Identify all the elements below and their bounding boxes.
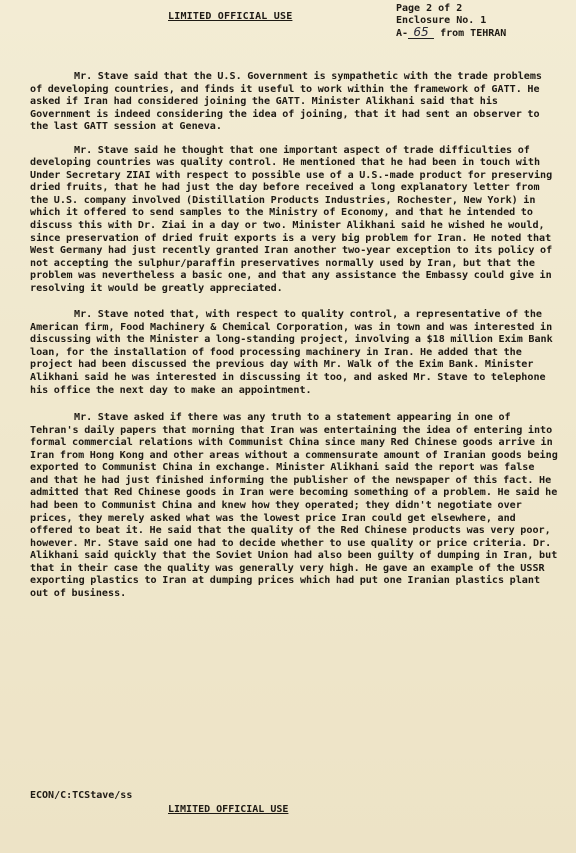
memo-body: [30, 71, 558, 614]
paragraph-gatt: Mr. Stave said that the U.S. Government is sympathetic with the trade problems of developing countries, and finds it useful to work within the framework of GATT. He asked if Iran had considered joining the GATT. Minister Alikhani said that his Government is indeed considering the idea of joining, that it had sent an observer to the last GATT session at Geneva.: [30, 71, 543, 133]
classification-header: LIMITED OFFICIAL USE: [168, 11, 293, 22]
page-info-block: [396, 3, 506, 40]
paragraph-communist-china: Mr. Stave asked if there was any truth to a statement appearing in one of Tehran's daily papers that morning that Iran was entertaining the idea of entering into formal commercial relations with Communist China since many Red Chinese goods arrive in Iran from Hong Kong and other areas without a commensurate amount of Iranian goods being exported to Communist China in exchange. Minister Alikhani said the report was false and that he had just finished informing the publisher of the newspaper of this fact. He admitted that Red Chinese goods in Iran were becoming something of a problem. He said he had been to Communist China and knew how they operated; they didn't negotiate over prices, they merely asked what was the lowest price Iran could get elsewhere, and offered to beat it. He said that the quality of the Red Chinese products was very poor, however. Mr. Stave said one had to decide whether to use quality or price criteria. Dr. Alikhani said quickly that the Soviet Union had also been guilty of dumping in Iran, but that in their case the quality was generally very high. He gave an example of the USSR exporting plastics to Iran at dumping prices which had put one Iranian plastics plant out of business.: [30, 412, 558, 599]
airgram-suffix: from TEHRAN: [440, 28, 507, 39]
paragraph-food-machinery: Mr. Stave noted that, with respect to quality control, a representative of the American firm, Food Machinery & Chemical Corporation, was in town and was interested in discussing with the Minister a long-standing project, involving a $18 million Exim Bank loan, for the installation of food processing machinery in Iran. He added that the project had been discussed the previous day with Mr. Walk of the Exim Bank. Minister Alikhani said he was interested in discussing it too, and asked Mr. Stave to telephone his office the next day to make an appointment.: [30, 309, 553, 396]
airgram-prefix: A-: [396, 28, 409, 39]
airgram-number: 65: [408, 27, 434, 39]
classification-footer: LIMITED OFFICIAL USE: [168, 804, 289, 815]
paragraph-quality-control: Mr. Stave said he thought that one important aspect of trade difficulties of developing countries was quality control. He mentioned that he had been in touch with Under Secretary ZIAI with respect to possible use of a U.S.-made product for preserving dried fruits, that he had just the day before received a long explanatory letter from the U.S. company involved (Distillation Products Industries, Rochester, New York) in which it offered to send samples to the Ministry of Economy, and that he intended to discuss this with Dr. Ziai in a day or two. Minister Alikhani said he wished he would, since preservation of dried fruit exports is a very big problem for Iran. He noted that West Germany had just recently granted Iran another two-year exception to its policy of not accepting the sulphur/paraffin preservatives normally used by Iran, but that the problem was nevertheless a basic one, and that any assistance the Embassy could give in resolving it would be greatly appreciated.: [30, 144, 553, 294]
drafter-reference: ECON/C:TCStave/ss: [30, 790, 133, 801]
airgram-line: [396, 27, 506, 40]
page-label: Page 2 of 2: [396, 3, 463, 14]
enclosure-label: Enclosure No. 1: [396, 15, 487, 26]
